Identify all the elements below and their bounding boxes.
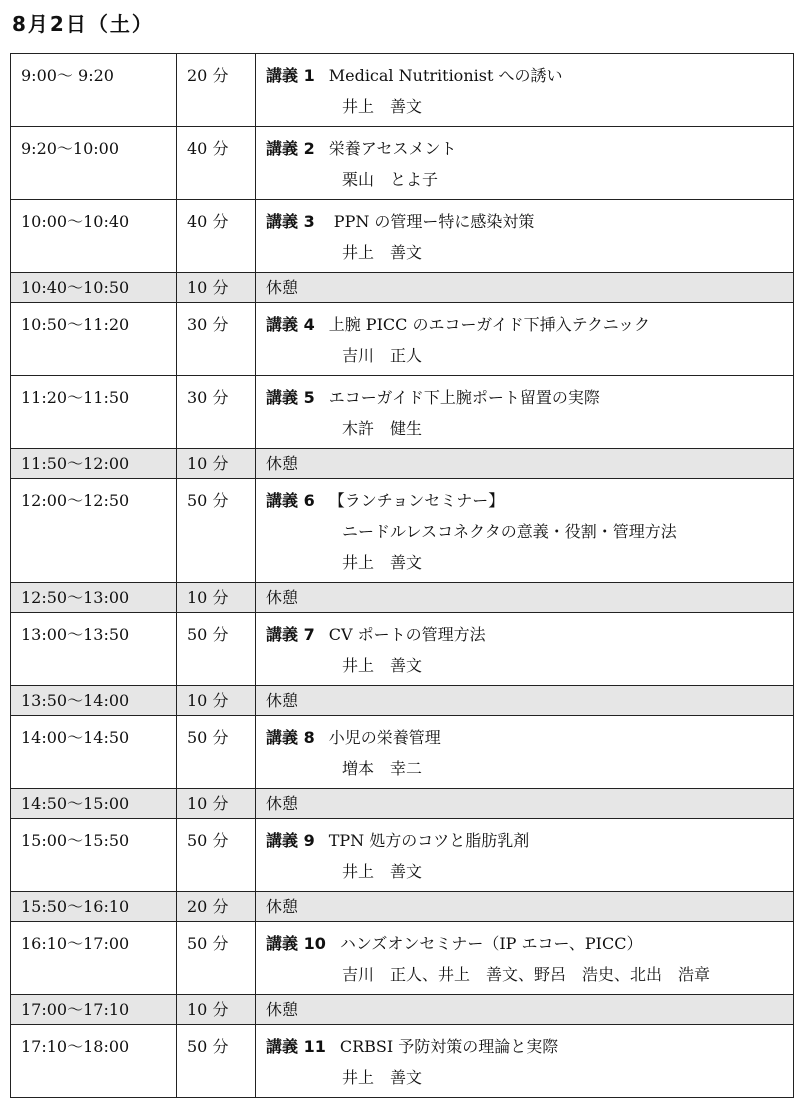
time-cell: 12:50～13:00	[11, 583, 177, 613]
duration-cell: 10 分	[177, 789, 256, 819]
break-row	[11, 449, 794, 479]
description-cell	[256, 686, 794, 716]
time-cell: 17:10～18:00	[11, 1025, 177, 1098]
duration-cell: 50 分	[177, 716, 256, 789]
lecture-detail-line: 吉川 正人、井上 善文、野呂 浩史、北出 浩章	[342, 965, 711, 984]
lecture-topic: 栄養アセスメント	[328, 139, 457, 158]
lecture-number: 講義 8	[266, 728, 315, 747]
break-row	[11, 273, 794, 303]
description-cell	[256, 54, 794, 127]
description-cell	[256, 789, 794, 819]
description-cell	[256, 479, 794, 583]
time-cell: 11:50～12:00	[11, 449, 177, 479]
time-cell: 9:20～10:00	[11, 127, 177, 200]
duration-cell: 50 分	[177, 613, 256, 686]
lecture-topic: Medical Nutritionist への誘い	[328, 66, 563, 85]
description-cell	[256, 819, 794, 892]
lecture-topic: 上腕 PICC のエコーガイド下挿入テクニック	[328, 315, 651, 334]
duration-cell: 10 分	[177, 449, 256, 479]
time-cell: 9:00～ 9:20	[11, 54, 177, 127]
duration-cell: 20 分	[177, 892, 256, 922]
session-row	[11, 613, 794, 686]
time-cell: 15:00～15:50	[11, 819, 177, 892]
duration-cell: 20 分	[177, 54, 256, 127]
lecture-detail-line: 井上 善文	[342, 97, 423, 116]
time-cell: 10:00～10:40	[11, 200, 177, 273]
lecture-detail-line: 井上 善文	[342, 1068, 423, 1087]
lecture-detail-line: 増本 幸二	[342, 759, 423, 778]
page-title: 8月2日（土）	[12, 12, 154, 36]
lecture-detail-line: 井上 善文	[342, 553, 423, 572]
description-cell	[256, 613, 794, 686]
duration-cell: 50 分	[177, 922, 256, 995]
time-cell: 13:00～13:50	[11, 613, 177, 686]
description-cell	[256, 273, 794, 303]
break-label: 休憩	[266, 588, 299, 607]
session-row	[11, 716, 794, 789]
lecture-topic: CRBSI 予防対策の理論と実際	[339, 1037, 559, 1056]
lecture-detail-line: 吉川 正人	[342, 346, 423, 365]
description-cell	[256, 892, 794, 922]
lecture-topic: CV ポートの管理方法	[328, 625, 486, 644]
lecture-topic: 小児の栄養管理	[328, 728, 441, 747]
session-row	[11, 1025, 794, 1098]
lecture-number: 講義 4	[266, 315, 315, 334]
duration-cell: 50 分	[177, 819, 256, 892]
time-cell: 13:50～14:00	[11, 686, 177, 716]
lecture-detail-line: 井上 善文	[342, 656, 423, 675]
session-row	[11, 303, 794, 376]
lecture-topic: ハンズオンセミナー（IP エコー、PICC）	[339, 934, 643, 953]
lecture-number: 講義 2	[266, 139, 315, 158]
lecture-topic: 【ランチョンセミナー】	[328, 491, 505, 510]
break-row	[11, 686, 794, 716]
time-cell: 12:00～12:50	[11, 479, 177, 583]
lecture-detail-line: ニードルレスコネクタの意義・役割・管理方法	[342, 522, 677, 541]
break-row	[11, 583, 794, 613]
lecture-number: 講義 9	[266, 831, 315, 850]
duration-cell: 10 分	[177, 583, 256, 613]
time-cell: 14:50～15:00	[11, 789, 177, 819]
time-cell: 15:50～16:10	[11, 892, 177, 922]
lecture-number: 講義 1	[266, 66, 315, 85]
duration-cell: 10 分	[177, 273, 256, 303]
lecture-number: 講義 3	[266, 212, 315, 231]
lecture-topic: TPN 処方のコツと脂肪乳剤	[328, 831, 530, 850]
session-row	[11, 200, 794, 273]
break-row	[11, 995, 794, 1025]
lecture-detail-line: 栗山 とよ子	[342, 170, 439, 189]
duration-cell: 30 分	[177, 303, 256, 376]
break-label: 休憩	[266, 897, 299, 916]
break-label: 休憩	[266, 691, 299, 710]
duration-cell: 40 分	[177, 200, 256, 273]
description-cell	[256, 995, 794, 1025]
session-row	[11, 376, 794, 449]
session-row	[11, 479, 794, 583]
time-cell: 10:50～11:20	[11, 303, 177, 376]
lecture-number: 講義 7	[266, 625, 315, 644]
break-label: 休憩	[266, 454, 299, 473]
time-cell: 17:00～17:10	[11, 995, 177, 1025]
duration-cell: 50 分	[177, 1025, 256, 1098]
lecture-number: 講義 10	[266, 934, 326, 953]
description-cell	[256, 303, 794, 376]
session-row	[11, 819, 794, 892]
lecture-topic: PPN の管理ー特に感染対策	[328, 212, 535, 231]
time-cell: 16:10～17:00	[11, 922, 177, 995]
lecture-number: 講義 5	[266, 388, 315, 407]
description-cell	[256, 200, 794, 273]
description-cell	[256, 583, 794, 613]
break-label: 休憩	[266, 794, 299, 813]
description-cell	[256, 449, 794, 479]
time-cell: 11:20～11:50	[11, 376, 177, 449]
description-cell	[256, 376, 794, 449]
description-cell	[256, 127, 794, 200]
schedule-table	[10, 53, 794, 1098]
session-row	[11, 127, 794, 200]
time-cell: 10:40～10:50	[11, 273, 177, 303]
duration-cell: 30 分	[177, 376, 256, 449]
time-cell: 14:00～14:50	[11, 716, 177, 789]
break-row	[11, 892, 794, 922]
lecture-number: 講義 6	[266, 491, 315, 510]
break-label: 休憩	[266, 278, 299, 297]
lecture-detail-line: 井上 善文	[342, 243, 423, 262]
duration-cell: 40 分	[177, 127, 256, 200]
duration-cell: 10 分	[177, 686, 256, 716]
description-cell	[256, 716, 794, 789]
duration-cell: 10 分	[177, 995, 256, 1025]
session-row	[11, 922, 794, 995]
break-label: 休憩	[266, 1000, 299, 1019]
lecture-detail-line: 井上 善文	[342, 862, 423, 881]
break-row	[11, 789, 794, 819]
lecture-topic: エコーガイド下上腕ポート留置の実際	[328, 388, 600, 407]
lecture-number: 講義 11	[266, 1037, 326, 1056]
session-row	[11, 54, 794, 127]
description-cell	[256, 1025, 794, 1098]
duration-cell: 50 分	[177, 479, 256, 583]
description-cell	[256, 922, 794, 995]
lecture-detail-line: 木許 健生	[342, 419, 423, 438]
